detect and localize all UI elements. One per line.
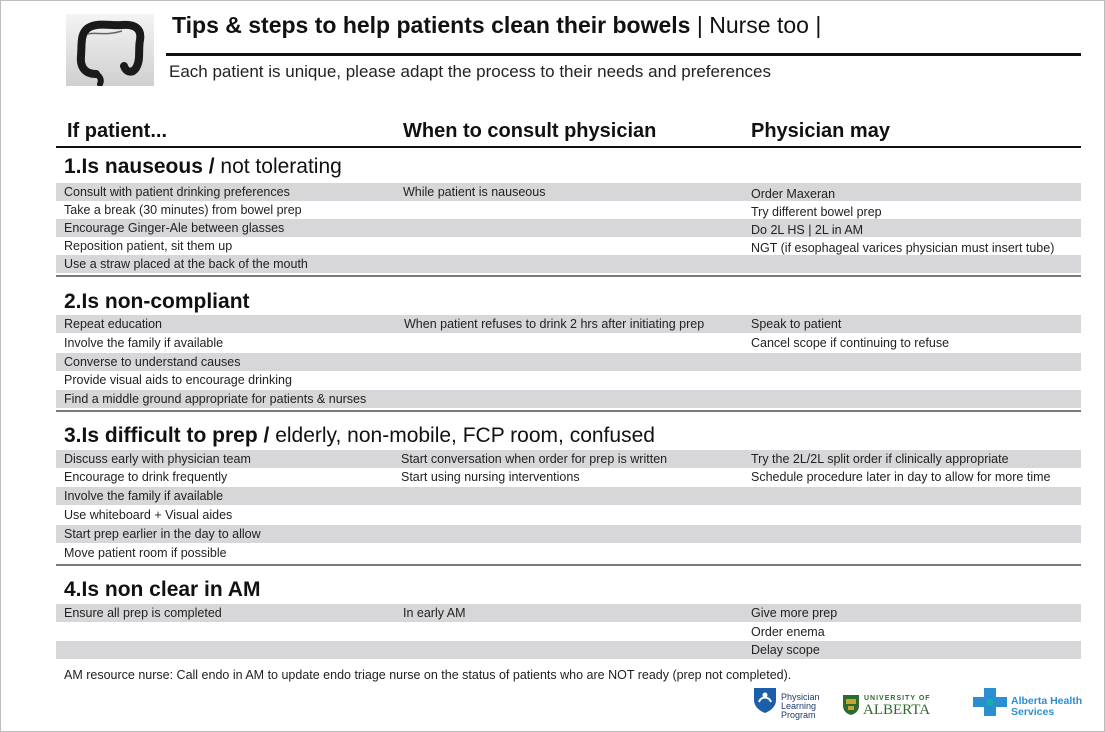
column-header-consult: When to consult physician bbox=[403, 120, 657, 142]
ahs-cross-icon bbox=[973, 688, 1007, 716]
cell-condition: Provide visual aids to encourage drinking bbox=[64, 373, 292, 387]
table-row bbox=[56, 371, 1081, 389]
cell-condition: Move patient room if possible bbox=[64, 546, 227, 560]
ua-crest-icon bbox=[842, 694, 860, 716]
cell-condition: Encourage Ginger-Ale between glasses bbox=[64, 221, 285, 235]
section-title: 4.Is non clear in AM bbox=[64, 578, 261, 601]
cell-physician: Give more prep bbox=[751, 606, 838, 620]
cell-condition: Use a straw placed at the back of the mouth bbox=[64, 257, 308, 271]
cell-condition: Discuss early with physician team bbox=[64, 452, 251, 466]
cell-physician: Schedule procedure later in day to allow for more time bbox=[751, 470, 1051, 484]
table-row bbox=[56, 255, 1081, 273]
section-title: 2.Is non-compliant bbox=[64, 290, 250, 313]
table-row bbox=[56, 315, 1081, 333]
cell-physician: Do 2L HS | 2L in AM bbox=[751, 223, 864, 237]
table-row bbox=[56, 353, 1081, 371]
cell-condition: Reposition patient, sit them up bbox=[64, 239, 233, 253]
footnote: AM resource nurse: Call endo in AM to update endo triage nurse on the status of patients who are NOT ready (prep not completed). bbox=[64, 668, 792, 682]
cell-condition: Start prep earlier in the day to allow bbox=[64, 527, 261, 541]
table-row bbox=[56, 219, 1081, 237]
table-row bbox=[56, 506, 1081, 524]
table-row bbox=[56, 604, 1081, 622]
table-row bbox=[56, 390, 1081, 408]
column-header-physician-may: Physician may bbox=[751, 120, 890, 142]
table-row bbox=[56, 468, 1081, 486]
section-divider bbox=[56, 275, 1081, 277]
cell-condition: Take a break (30 minutes) from bowel prep bbox=[64, 203, 302, 217]
cell-consult: While patient is nauseous bbox=[403, 185, 546, 199]
cell-consult: Start using nursing interventions bbox=[401, 470, 580, 484]
cell-physician: Order Maxeran bbox=[751, 187, 836, 201]
table-row bbox=[56, 183, 1081, 201]
page-subtitle: Each patient is unique, please adapt the process to their needs and preferences bbox=[169, 62, 772, 81]
table-row bbox=[56, 201, 1081, 219]
table-row bbox=[56, 334, 1081, 352]
colon-icon bbox=[66, 14, 154, 86]
cell-condition: Converse to understand causes bbox=[64, 355, 241, 369]
cell-physician: Cancel scope if continuing to refuse bbox=[751, 336, 950, 350]
table-row bbox=[56, 525, 1081, 543]
section-divider bbox=[56, 410, 1081, 412]
cell-condition: Consult with patient drinking preferences bbox=[64, 185, 290, 199]
cell-physician: Speak to patient bbox=[751, 317, 842, 331]
cell-physician: Order enema bbox=[751, 625, 825, 639]
cell-physician: NGT (if esophageal varices physician must insert tube) bbox=[751, 241, 1055, 255]
table-row bbox=[56, 623, 1081, 641]
page-title: Tips & steps to help patients clean their bowels | Nurse too | bbox=[172, 12, 822, 38]
cell-physician: Try the 2L/2L split order if clinically appropriate bbox=[751, 452, 1009, 466]
title-rule bbox=[166, 53, 1081, 56]
cell-physician: Delay scope bbox=[751, 643, 820, 657]
table-row bbox=[56, 487, 1081, 505]
cell-condition: Use whiteboard + Visual aides bbox=[64, 508, 233, 522]
section-title: 3.Is difficult to prep / elderly, non-mobile, FCP room, confused bbox=[64, 424, 655, 447]
table-row bbox=[56, 237, 1081, 255]
cell-physician: Try different bowel prep bbox=[751, 205, 882, 219]
table-row bbox=[56, 544, 1081, 562]
table-row bbox=[56, 450, 1081, 468]
cell-consult: When patient refuses to drink 2 hrs after initiating prep bbox=[404, 317, 705, 331]
table-row bbox=[56, 641, 1081, 659]
cell-condition: Ensure all prep is completed bbox=[64, 606, 222, 620]
cell-condition: Encourage to drink frequently bbox=[64, 470, 228, 484]
plp-logo-text: Physician Learning Program bbox=[781, 692, 820, 720]
cell-consult: In early AM bbox=[403, 606, 466, 620]
ua-logo-text: ALBERTA bbox=[863, 702, 931, 718]
section-divider bbox=[56, 564, 1081, 566]
ahs-logo-text: Alberta Health Services bbox=[1011, 695, 1083, 718]
ua-logo-small-text: UNIVERSITY OF bbox=[864, 695, 931, 702]
section-title: 1.Is nauseous / not tolerating bbox=[64, 155, 342, 178]
cell-condition: Repeat education bbox=[64, 317, 162, 331]
cell-condition: Involve the family if available bbox=[64, 489, 224, 503]
plp-shield-icon bbox=[752, 686, 778, 714]
header-rule bbox=[56, 146, 1081, 148]
cell-consult: Start conversation when order for prep is written bbox=[401, 452, 668, 466]
cell-condition: Involve the family if available bbox=[64, 336, 224, 350]
cell-condition: Find a middle ground appropriate for patients & nurses bbox=[64, 392, 367, 406]
column-header-if-patient: If patient... bbox=[67, 120, 167, 142]
